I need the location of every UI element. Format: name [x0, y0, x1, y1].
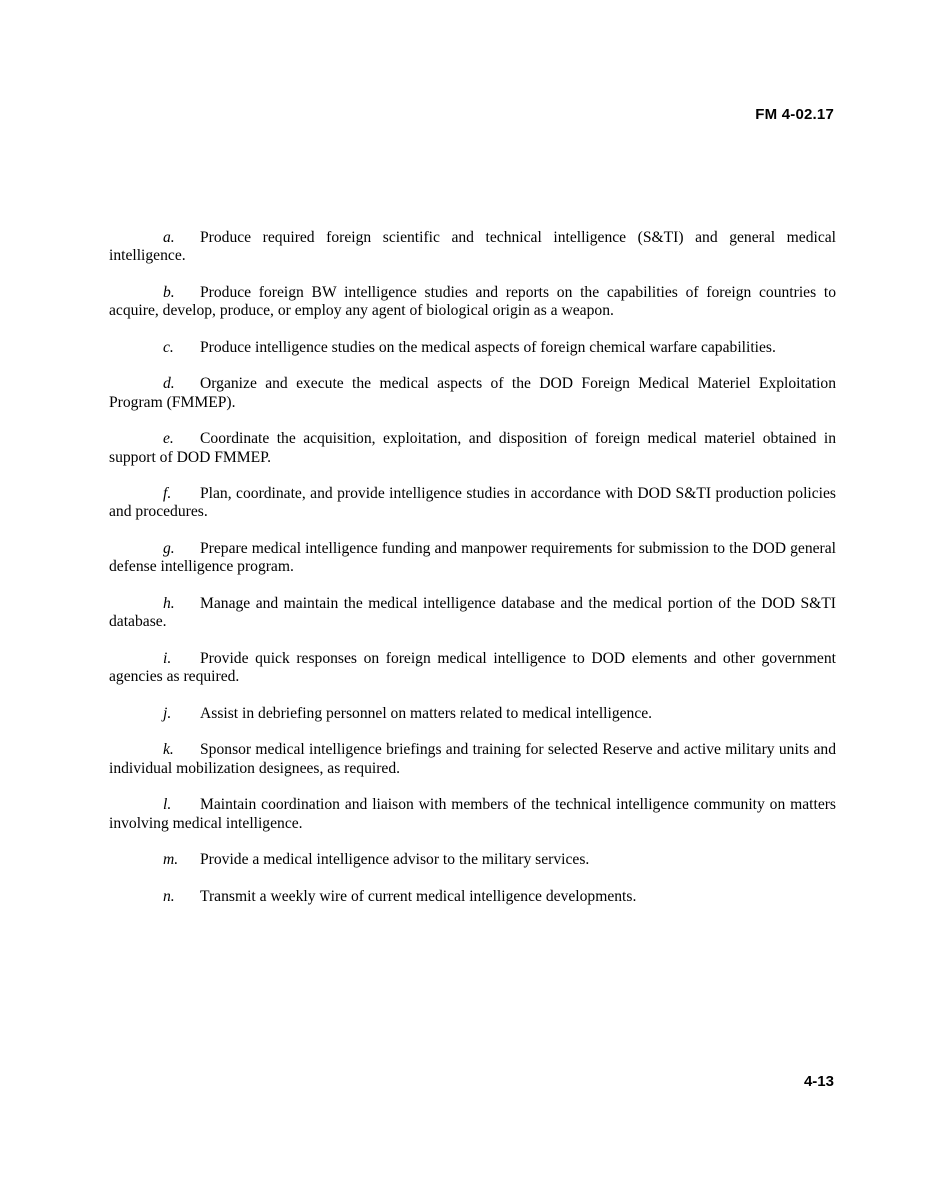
list-item — [109, 705, 836, 723]
item-text: Assist in debriefing personnel on matters related to medical intelligence. — [200, 704, 653, 722]
item-text: Coordinate the acquisition, exploitation, and disposition of foreign medical materiel obtained in support of DOD FMMEP. — [109, 430, 836, 466]
list-item — [109, 741, 836, 778]
list-item — [109, 229, 836, 266]
mission-list — [109, 229, 836, 924]
list-item — [109, 540, 836, 577]
item-letter: m. — [163, 851, 179, 869]
item-text: Organize and execute the medical aspects of the DOD Foreign Medical Materiel Exploitation Program (FMMEP). — [109, 375, 836, 411]
list-item — [109, 650, 836, 687]
item-text: Produce required foreign scientific and technical intelligence (S&TI) and general medical intelligence. — [109, 229, 836, 265]
item-letter: l. — [163, 796, 172, 814]
list-item — [109, 595, 836, 632]
item-letter: j. — [163, 704, 172, 722]
list-item — [109, 851, 836, 869]
item-text: Transmit a weekly wire of current medical intelligence developments. — [200, 887, 637, 905]
item-text: Produce intelligence studies on the medical aspects of foreign chemical warfare capabilities. — [200, 338, 776, 356]
list-item — [109, 339, 836, 357]
list-item — [109, 485, 836, 522]
item-letter: k. — [163, 741, 174, 759]
item-text: Provide quick responses on foreign medical intelligence to DOD elements and other government agencies as required. — [109, 649, 836, 686]
item-text: Provide a medical intelligence advisor to the military services. — [200, 851, 590, 869]
item-letter: g. — [163, 540, 175, 558]
item-letter: a. — [163, 229, 175, 246]
list-item — [109, 430, 836, 467]
page-number: 4-13 — [803, 1073, 834, 1090]
item-text: Produce foreign BW intelligence studies and reports on the capabilities of foreign countries to acquire, develop, produce, or employ any agent of biological origin as a weapon. — [109, 283, 836, 320]
list-item — [109, 284, 836, 321]
item-letter: b. — [163, 283, 175, 301]
list-item — [109, 888, 836, 906]
item-text: Maintain coordination and liaison with members of the technical intelligence community on matters involving medical intelligence. — [109, 796, 836, 832]
item-letter: f. — [163, 485, 172, 503]
list-item — [109, 796, 836, 833]
item-letter: h. — [163, 594, 175, 612]
item-text: Sponsor medical intelligence briefings and training for selected Reserve and active military units and individual mobilization designees, as required. — [109, 741, 836, 777]
item-letter: c. — [163, 338, 174, 356]
list-item — [109, 375, 836, 412]
item-text: Manage and maintain the medical intelligence database and the medical portion of the DOD S&TI database. — [109, 594, 836, 631]
item-letter: d. — [163, 375, 175, 393]
document-id: FM 4-02.17 — [755, 106, 834, 123]
item-letter: i. — [163, 649, 172, 667]
item-letter: n. — [163, 887, 175, 905]
item-text: Prepare medical intelligence funding and manpower requirements for submission to the DOD general defense intelligence program. — [109, 540, 836, 576]
item-text: Plan, coordinate, and provide intelligence studies in accordance with DOD S&TI production policies and procedures. — [109, 485, 836, 521]
item-letter: e. — [163, 430, 174, 448]
